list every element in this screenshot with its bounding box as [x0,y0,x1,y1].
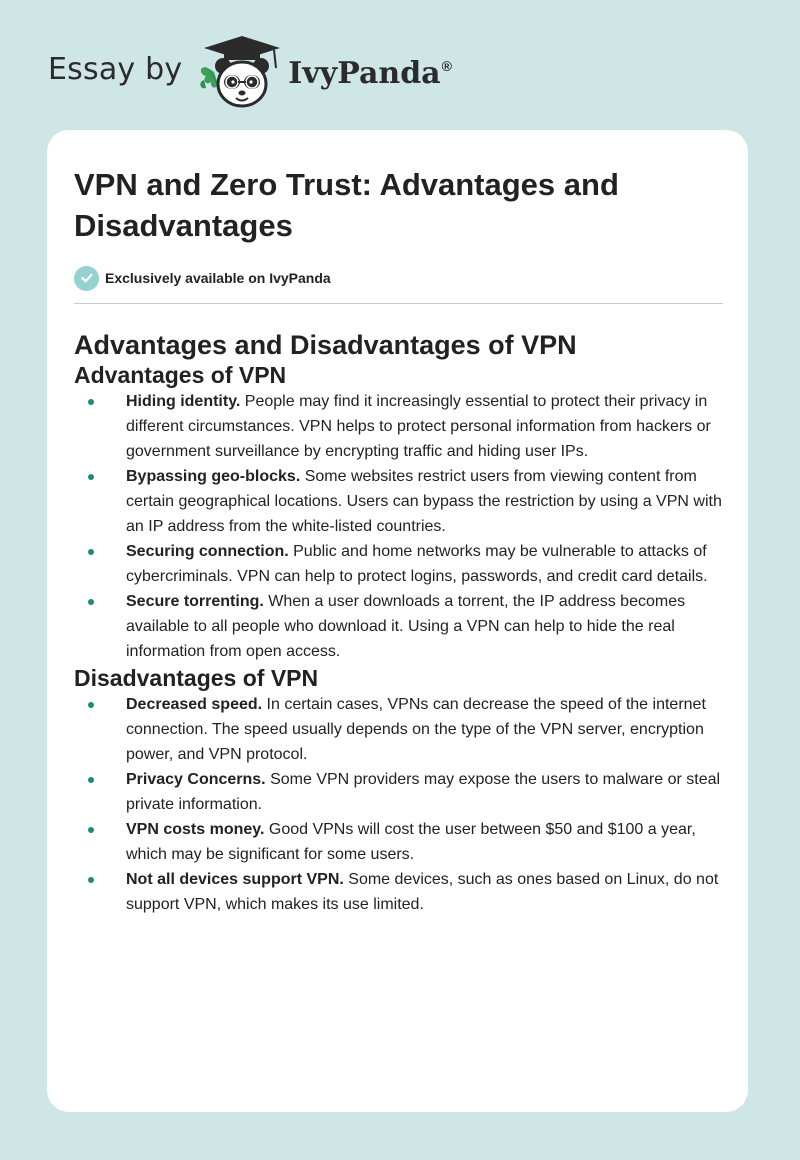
item-term: Hiding identity. [126,393,241,410]
item-text: Public and home networks may be vulnerable to attacks of cybercriminals. VPN can help to protect logins, passwords, and credit card details. [126,543,708,585]
section-heading: Advantages and Disadvantages of VPN [74,330,577,360]
list-item [74,589,726,664]
site-header [48,34,452,110]
item-term: Secure torrenting. [126,593,264,610]
item-text: Some devices, such as ones based on Linux, do not support VPN, which makes its use limited. [126,871,719,913]
leaf-icon [201,67,219,88]
advantages-list [74,389,722,664]
list-item [74,767,726,817]
item-text: People may find it increasingly essential to protect their privacy in different circumstances. VPN helps to protect personal information from hackers or government surveillance by encrypting traffic and hiding user IPs. [126,393,711,460]
item-term: Decreased speed. [126,696,263,713]
item-term: Privacy Concerns. [126,771,266,788]
bullet-icon [88,399,94,405]
exclusive-badge-label: Exclusively available on IvyPanda [105,270,331,286]
bullet-icon [88,702,94,708]
list-item [74,464,726,539]
item-text: Some VPN providers may expose the users to malware or steal private information. [126,771,721,813]
disadvantages-heading: Disadvantages of VPN [74,665,319,691]
bullet-icon [88,877,94,883]
list-item [74,389,726,464]
advantages-heading: Advantages of VPN [74,362,287,388]
item-text: Good VPNs will cost the user between $50 and $100 a year, which may be significant for some users. [126,821,696,863]
list-item [74,867,726,917]
essay-card [47,130,748,1112]
disadvantages-list [74,692,722,917]
registered-mark: ® [441,57,452,74]
item-term: VPN costs money. [126,821,265,838]
bullet-icon [88,827,94,833]
item-text: Some websites restrict users from viewing content from certain geographical locations. Users can bypass the restriction by using a VPN with an IP address from the white-listed countries. [126,468,722,535]
bullet-icon [88,474,94,480]
item-term: Not all devices support VPN. [126,871,344,888]
list-item [74,539,726,589]
exclusive-badge [74,265,722,291]
item-text: In certain cases, VPNs can decrease the speed of the internet connection. The speed usually depends on the type of the VPN server, encryption power, and VPN protocol. [126,696,706,763]
brand-logo-text[interactable]: IvyPanda® [288,55,452,91]
item-term: Securing connection. [126,543,289,560]
bullet-icon [88,549,94,555]
list-item [74,817,726,867]
essay-title: VPN and Zero Trust: Advantages and Disadvantages [74,167,619,243]
bullet-icon [88,599,94,605]
panda-graduate-icon[interactable] [196,34,288,110]
list-item [74,692,726,767]
divider [74,303,723,304]
check-circle-icon [74,266,99,291]
item-text: When a user downloads a torrent, the IP address becomes available to all people who download it. Using a VPN can help to hide the real information from open access. [126,593,686,660]
essay-by-label: Essay by [48,51,183,87]
bullet-icon [88,777,94,783]
item-term: Bypassing geo-blocks. [126,468,301,485]
